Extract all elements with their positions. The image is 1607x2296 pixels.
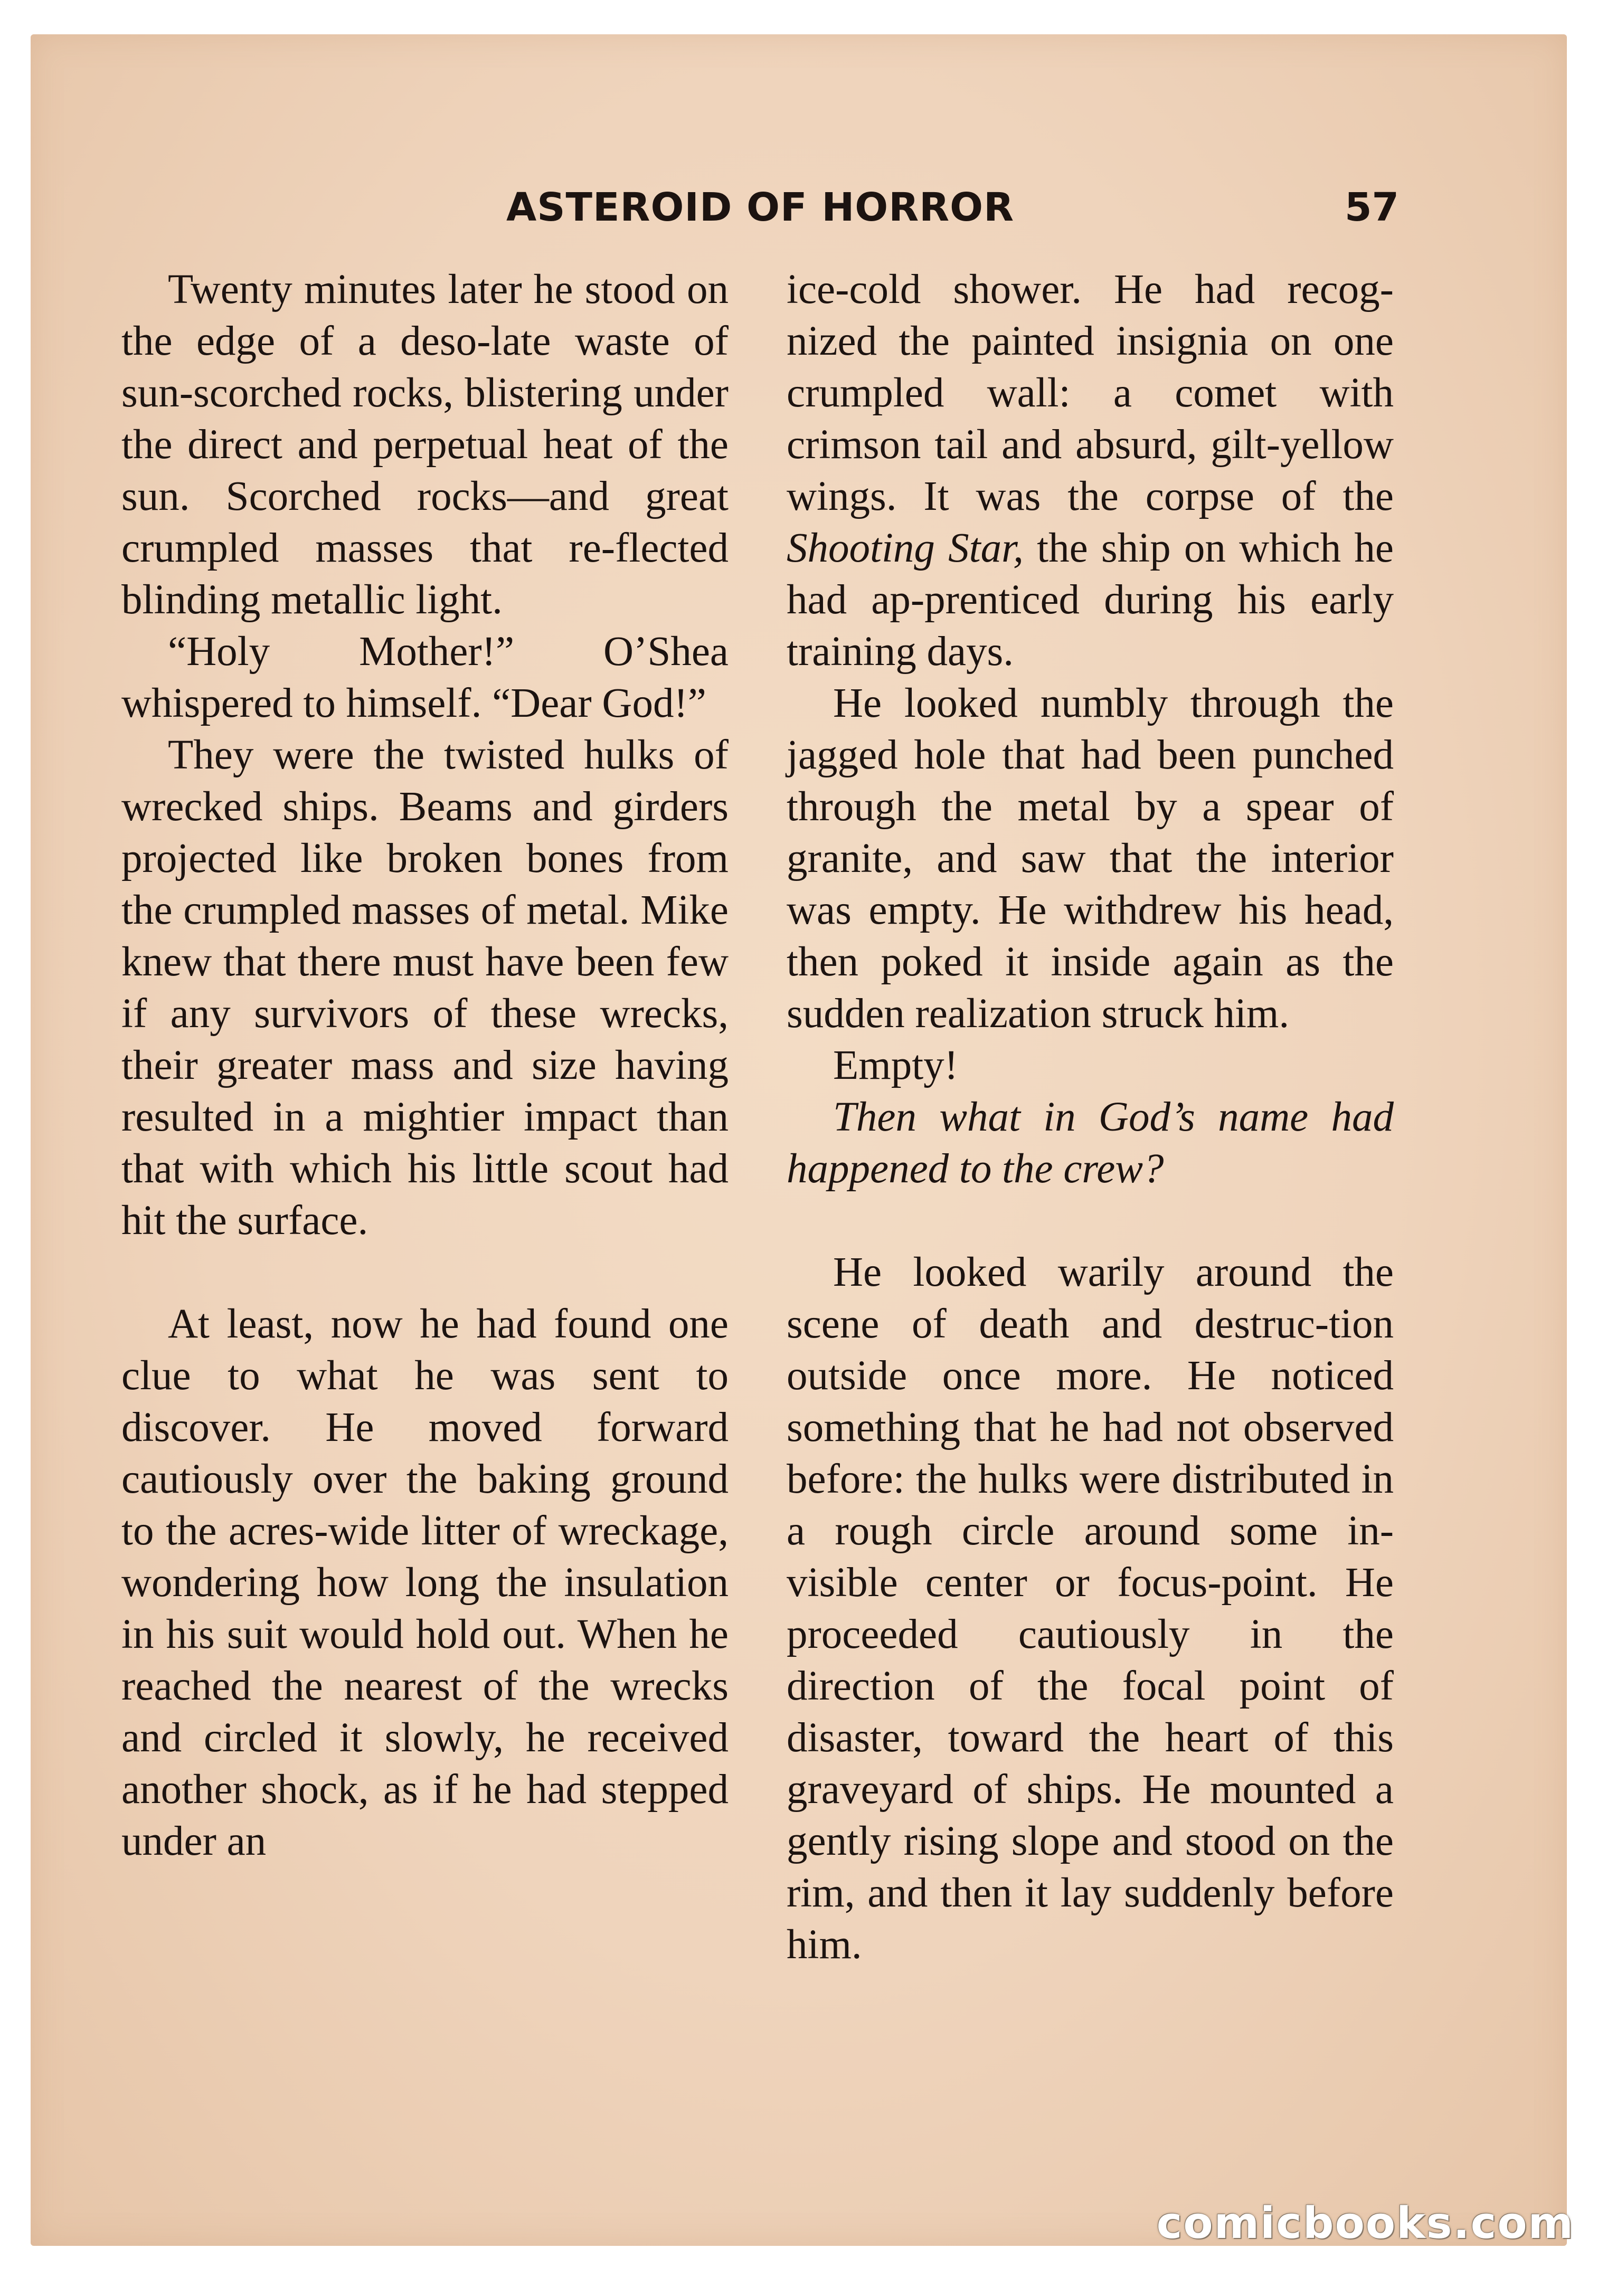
text-run: ice-cold shower. He had recog-nized the painted insignia on one crumpled wall: a comet with crimson tail and absurd, gilt-yellow wings. It was the corpse of the xyxy=(787,267,1394,519)
paragraph: He looked numbly through the jagged hole that had been punched through the metal by a spear of granite, and saw that the interior was empty. He withdrew his head, then poked it inside again as the sudden realization struck him. xyxy=(787,680,1394,1037)
left-column xyxy=(121,264,729,1867)
paragraph: At least, now he had found one clue to what he was sent to discover. He moved forward cautiously over the baking ground to the acres-wide litter of wreckage, wondering how long the insulation in his suit would hold out. When he reached the nearest of the wrecks and circled it slowly, he received another shock, as if he had stepped under an xyxy=(121,1301,729,1864)
paragraph: “Holy Mother!” O’Shea whispered to himself. “Dear God!” xyxy=(121,629,729,726)
ship-name: Shooting Star, xyxy=(787,525,1024,571)
page-number: 57 xyxy=(1345,185,1399,230)
paragraph xyxy=(787,264,1394,678)
paragraph: Empty! xyxy=(833,1042,958,1088)
paragraph: He looked warily around the scene of death and destruc-tion outside once more. He noticed something that he had not observed before: the hulks were distributed in a rough circle around some in-visible center or focus-point. He proceeded cautiously in the direction of the focal point of disaster, toward the heart of this graveyard of ships. He mounted a gently rising slope and stood on the rim, and then it lay suddenly before him. xyxy=(787,1249,1394,1968)
section-break xyxy=(121,1247,729,1298)
running-title: ASTEROID OF HORROR xyxy=(506,185,1015,230)
text-run: the ship on which he had ap-prenticed during his early training days. xyxy=(787,525,1394,675)
paragraph: Twenty minutes later he stood on the edge of a deso-late waste of sun-scorched rocks, blistering under the direct and perpetual heat of the sun. Scorched rocks—and great crumpled masses that re-flected blinding metallic light. xyxy=(121,267,729,623)
section-break xyxy=(787,1195,1394,1247)
paragraph: They were the twisted hulks of wrecked ships. Beams and girders projected like broken bones from the crumpled masses of metal. Mike knew that there must have been few if any survivors of these wrecks, their greater mass and size having resulted in a mightier impact than that with which his little scout had hit the surface. xyxy=(121,732,729,1244)
italic-paragraph: Then what in God’s name had happened to the crew? xyxy=(787,1094,1394,1192)
right-column xyxy=(787,264,1394,1971)
watermark: comicbooks.com xyxy=(1156,2198,1574,2248)
page-header xyxy=(121,185,1399,248)
